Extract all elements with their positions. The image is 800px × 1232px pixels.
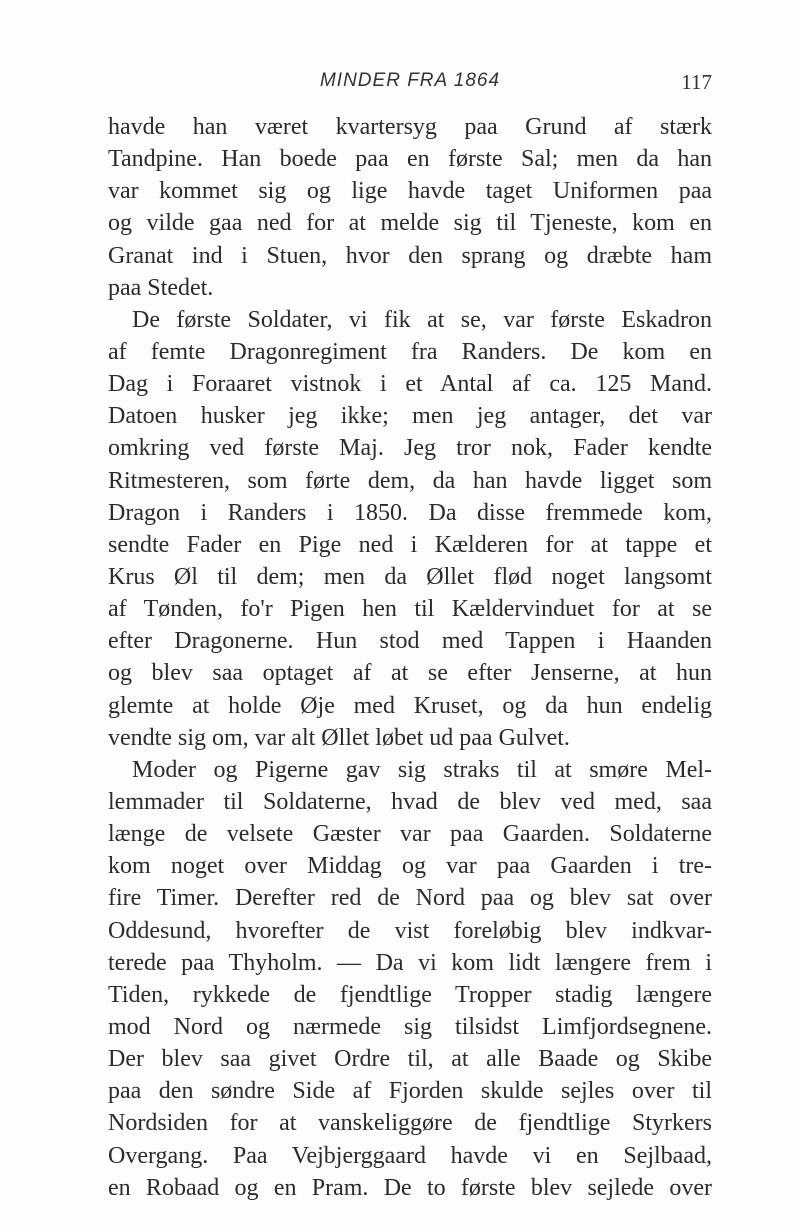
text-line: Tiden, rykkede de fjendtlige Tropper stadig længere (108, 981, 712, 1008)
text-line: havde han været kvartersyg paa Grund af stærk (108, 114, 712, 140)
text-line: Datoen husker jeg ikke; men jeg antager, det var (108, 403, 712, 430)
text-line: Overgang. Paa Vejbjerggaard havde vi en Sejlbaad, (108, 1142, 712, 1169)
text-line: lemmader til Soldaterne, hvad de blev ved med, saa (108, 788, 712, 815)
text-line: en Robaad og en Pram. De to første blev sejlede over (108, 1174, 712, 1201)
text-line: paa Stedet. (108, 274, 214, 301)
text-line: var kommet sig og lige havde taget Uniformen paa (108, 178, 712, 205)
text-line: af femte Dragonregiment fra Randers. De kom en (108, 338, 712, 365)
text-line: paa den søndre Side af Fjorden skulde sejles over til (108, 1078, 712, 1105)
text-line: sendte Fader en Pige ned i Kælderen for at tappe et (108, 531, 712, 558)
text-line: og vilde gaa ned for at melde sig til Tjeneste, kom en (108, 210, 712, 237)
text-line: efter Dragonerne. Hun stod med Tappen i Haanden (108, 628, 712, 655)
running-head (108, 70, 712, 100)
text-line: Dag i Foraaret vistnok i et Antal af ca. 125 Mand. (108, 371, 712, 398)
text-line: af Tønden, fo'r Pigen hen til Kældervinduet for at se (108, 596, 712, 623)
text-line: De første Soldater, vi fik at se, var første Eskadron (132, 306, 712, 333)
running-title: MINDER FRA 1864 (319, 70, 501, 91)
text-line: og blev saa optaget af at se efter Jenserne, at hun (108, 660, 712, 687)
text-line: Granat ind i Stuen, hvor den sprang og dræbte ham (108, 242, 712, 269)
body-text (108, 111, 712, 1204)
text-line: Moder og Pigerne gav sig straks til at smøre Mel- (132, 756, 712, 783)
text-line: Oddesund, hvorefter de vist foreløbig blev indkvar- (108, 917, 712, 944)
text-line: terede paa Thyholm. — Da vi kom lidt længere frem i (108, 949, 712, 976)
page-number: 117 (681, 70, 712, 94)
text-line: omkring ved første Maj. Jeg tror nok, Fader kendte (108, 435, 712, 462)
text-line: kom noget over Middag og var paa Gaarden i tre- (108, 853, 712, 880)
text-line: længe de velsete Gæster var paa Gaarden. Soldaterne (108, 821, 712, 848)
text-line: Dragon i Randers i 1850. Da disse fremmede kom, (108, 499, 712, 526)
text-line: Krus Øl til dem; men da Øllet flød noget langsomt (108, 563, 712, 590)
text-line: Der blev saa givet Ordre til, at alle Baade og Skibe (108, 1046, 712, 1073)
text-line: mod Nord og nærmede sig tilsidst Limfjordsegnene. (108, 1013, 712, 1040)
text-line: fire Timer. Derefter red de Nord paa og blev sat over (108, 885, 712, 912)
text-line: Nordsiden for at vanskeliggøre de fjendtlige Styrkers (108, 1110, 712, 1137)
text-line: Tandpine. Han boede paa en første Sal; men da han (108, 146, 712, 173)
text-line: vendte sig om, var alt Øllet løbet ud paa Gulvet. (108, 724, 570, 751)
text-line: Ritmesteren, som førte dem, da han havde ligget som (108, 467, 712, 494)
text-line: glemte at holde Øje med Kruset, og da hun endelig (108, 692, 712, 719)
